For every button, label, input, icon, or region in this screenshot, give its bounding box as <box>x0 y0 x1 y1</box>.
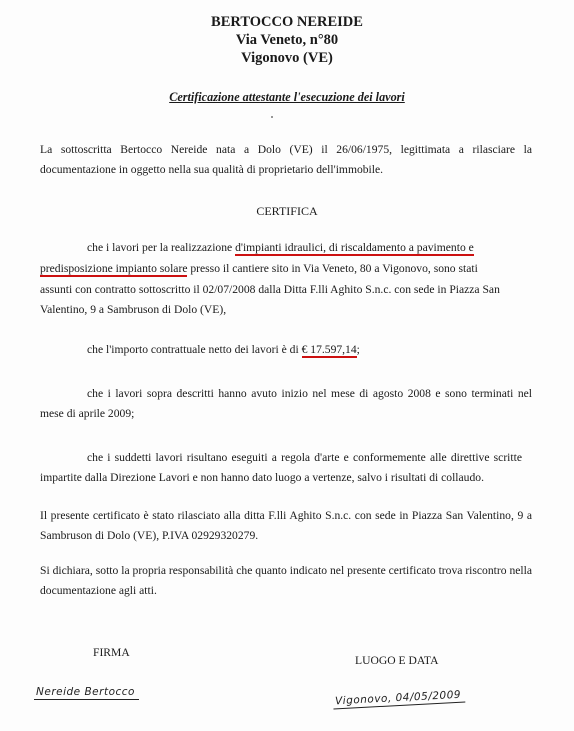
document-title <box>0 90 574 105</box>
amount-suffix: ; <box>356 343 360 356</box>
works-line-1 <box>87 241 474 254</box>
works-line-4: Valentino, 9 a Sambruson di Dolo (VE), <box>40 303 227 316</box>
amount-prefix: che l'importo contrattuale netto dei lavori è di <box>87 343 302 356</box>
works-line-1-pre: che i lavori per la realizzazione <box>87 241 236 254</box>
certifica-heading: CERTIFICA <box>256 204 318 218</box>
owner-street: Via Veneto, n°80 <box>235 32 339 48</box>
signature-text: Nereide Bertocco <box>34 686 139 700</box>
works-line-2-post: presso il cantiere sito in Via Veneto, 80 a Vigonovo, sono stati <box>187 262 478 275</box>
works-highlight-1: d'impianti idraulici, di riscaldamento a pavimento e <box>235 241 474 254</box>
luogo-data-label: LUOGO E DATA <box>355 654 439 667</box>
document-title-text: Certificazione attestante l'esecuzione dei lavori <box>169 90 405 104</box>
works-line-3: assunti con contratto sottoscritto il 02/07/2008 dalla Ditta F.lli Aghito S.n.c. con sede in Piazza San <box>40 283 500 296</box>
intro-paragraph: La sottoscritta Bertocco Nereide nata a Dolo (VE) il 26/06/1975, legittimata a rilasciare la documentazione in oggetto nella sua qualità di proprietario dell'immobile. <box>40 143 532 176</box>
scan-speck <box>271 116 273 118</box>
handwritten-place-date <box>333 689 466 708</box>
owner-city: Vigonovo (VE) <box>241 50 333 66</box>
quality-paragraph: che i suddetti lavori risultano eseguiti a regola d'arte e conformemente alle direttive scritte impartite dalla Direzione Lavori e non hanno dato luogo a vertenze, salvo i risultati di collaudo. <box>40 451 522 484</box>
firma-label: FIRMA <box>93 646 130 659</box>
works-line-2 <box>40 262 478 275</box>
release-paragraph: Il presente certificato è stato rilasciato alla ditta F.lli Aghito S.n.c. con sede in Piazza San Valentino, 9 a Sambruson di Dolo (VE), P.IVA 02929320279. <box>40 509 532 542</box>
declaration-paragraph: Si dichiara, sotto la propria responsabilità che quanto indicato nel presente certificato trova riscontro nella documentazione agli atti. <box>40 564 532 597</box>
works-highlight-2: predisposizione impianto solare <box>40 262 188 275</box>
place-date-text: Vigonovo, 04/05/2009 <box>333 689 466 710</box>
amount-value: € 17.597,14 <box>301 343 357 356</box>
dates-paragraph: che i lavori sopra descritti hanno avuto inizio nel mese di agosto 2008 e sono terminati nel mese di aprile 2009; <box>40 387 532 420</box>
owner-name: BERTOCCO NEREIDE <box>211 14 363 30</box>
handwritten-signature <box>34 686 139 698</box>
amount-line <box>87 343 360 356</box>
